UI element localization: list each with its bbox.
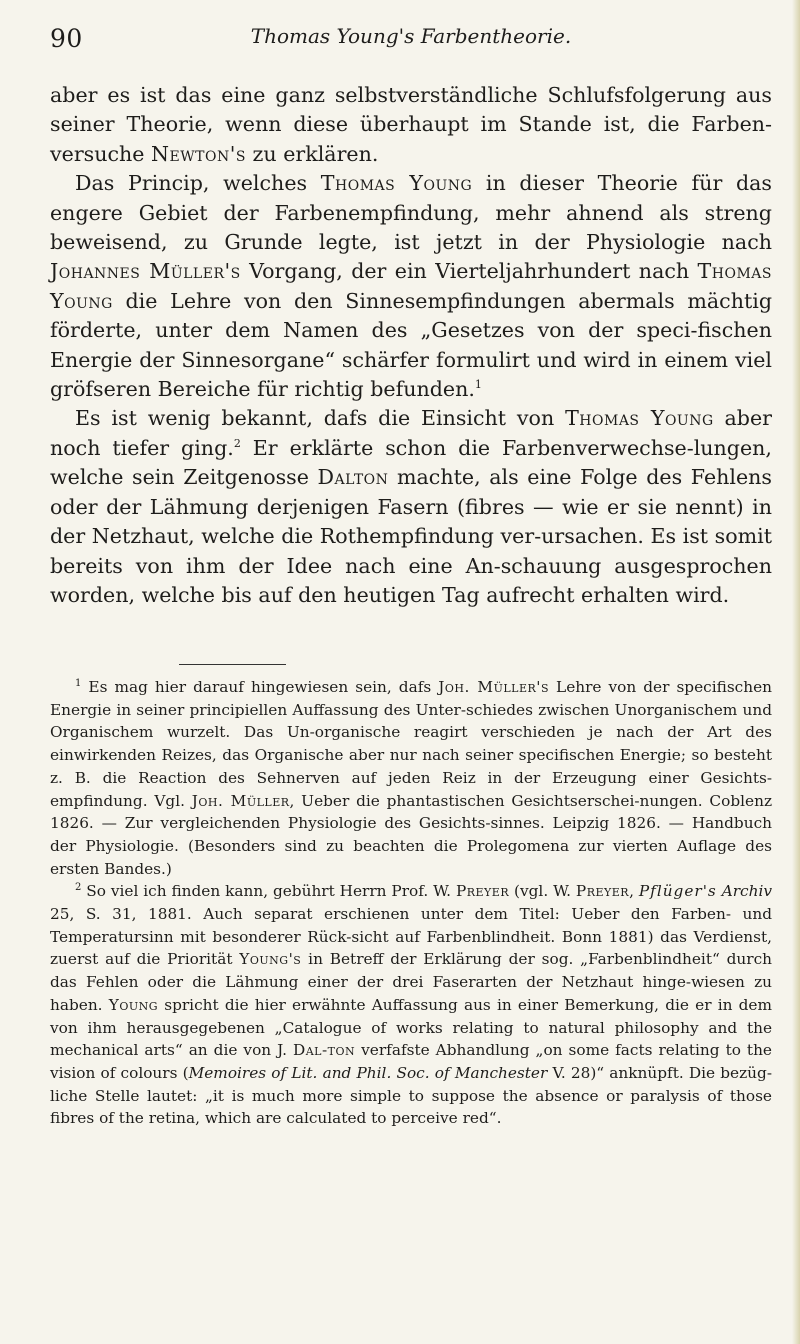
name-young: Young: [108, 995, 159, 1014]
journal-pflueger: Pflüger's: [638, 882, 717, 901]
page-edge-shadow: [792, 0, 800, 1344]
name-johannes-mueller: Johannes Müller's: [50, 259, 241, 284]
name-dalton: Dalton: [317, 465, 389, 490]
footnote-mark: 2: [75, 882, 82, 894]
journal-memoires: Memoires of Lit. and Phil. Soc. of Manchester: [188, 1063, 548, 1082]
name-dalton: Dal-ton: [292, 1041, 356, 1060]
name-newton: Newton's: [151, 141, 246, 166]
footnote-2: $^2$ So viel ich finden kann, gebührt Herrn Prof. W. Preyer (vgl. W. Preyer, Pflüger's Archiv 25, S. 31, 1881. Auch separat erschienen unter dem Titel: Ueber den Farben- und Temperatursinn mit besonderer Rück-sicht auf Farbenblindheit. Bonn 1881) das Verdienst, zuerst auf die Priorität Young's in Betreff der Erklärung der sog. „Farbenblindheit“ durch das Fehlen oder die Lähmung einer der drei Faserarten der Netzhaut hinge-wiesen zu haben. Young spricht die hier erwähnte Auffassung aus in einer Bemerkung, die er in dem von ihm herausgegebenen „Catalogue of works relating to natural philosophy and the mechanical arts“ an die von J. Dal-ton verfafste Abhandlung „on some facts relating to the vision of colours (Memoires of Lit. and Phil. Soc. of Manchester V. 28)“ anknüpft. Die bezüg-liche Stelle lautet: „it is much more simple to suppose the absence or paralysis of those fibres of the retina, which are calculated to perceive red“.: [50, 882, 772, 1128]
page-number: 90: [50, 24, 83, 53]
paragraph-3: Es ist wenig bekannt, dafs die Einsicht von Thomas Young aber noch tiefer ging.$^2$ Er erklärte schon die Farbenverwechse-lungen, welche sein Zeitgenosse Dalton machte, als eine Folge des Fehlens oder der Lähmung derjenigen Fasern (fibres — wie er sie nennt) in der Netzhaut, welche die Rothempfindung ver-ursachen. Es ist somit bereits von ihm der Idee nach eine An-schauung ausgesprochen worden, welche bis auf den heutigen Tag aufrecht erhalten wird.: [50, 406, 772, 607]
name-joh-mueller: Joh. Müller: [191, 791, 290, 810]
footnote-ref-2: 2: [233, 436, 241, 450]
name-young: Young's: [239, 950, 302, 969]
name-joh-mueller: Joh. Müller's: [438, 678, 550, 696]
footnote-mark: 1: [75, 678, 82, 689]
footnote-ref-1: 1: [474, 378, 482, 392]
paragraph-1: aber es ist das eine ganz selbstverständliche Schlufsfolgerung aus seiner Theorie, wenn diese überhaupt im Stande ist, die Farben-versuche Newton's zu erklären.: [50, 83, 772, 166]
main-text: [50, 81, 772, 610]
name-thomas-young: Thomas Young: [320, 171, 473, 196]
name-thomas-young: Thomas Young: [50, 259, 772, 313]
running-title: Thomas Young's Farbentheorie.: [250, 24, 572, 48]
page-header: [50, 18, 772, 58]
footnotes: [50, 676, 772, 1130]
footnote-separator: [179, 664, 286, 665]
name-thomas-young: Thomas Young: [565, 406, 714, 431]
name-preyer: Preyer: [455, 882, 510, 901]
journal-archiv: Archiv: [721, 882, 772, 901]
name-preyer: Preyer: [575, 882, 630, 901]
footnote-1: $^1$ Es mag hier darauf hingewiesen sein, dafs Joh. Müller's Lehre von der specifischen Energie in seiner principiellen Auffassung des Unter-schiedes zwischen Unorganischem und Organischem wurzelt. Das Un-organische reagirt verschieden je nach der Art des einwirkenden Reizes, das Organische aber nur nach seiner specifischen Energie; so besteht z. B. die Reaction des Sehnerven auf jeden Reiz in der Erzeugung einer Gesichts-empfindung. Vgl. Joh. Müller, Ueber die phantastischen Gesichtserschei-nungen. Coblenz 1826. — Zur vergleichenden Physiologie des Gesichts-sinnes. Leipzig 1826. — Handbuch der Physiologie. (Besonders sind zu beachten die Prolegomena zur vierten Auflage des ersten Bandes.): [50, 678, 772, 878]
paragraph-2: Das Princip, welches Thomas Young in dieser Theorie für das engere Gebiet der Farbenempfindung, mehr ahnend als streng beweisend, zu Grunde legte, ist jetzt in der Physiologie nach Johannes Müller's Vorgang, der ein Vierteljahrhundert nach Thomas Young die Lehre von den Sinnesempfindungen abermals mächtig förderte, unter dem Namen des „Gesetzes von der speci-fischen Energie der Sinnesorgane“ schärfer formulirt und wird in einem viel gröfseren Bereiche für richtig befunden.$^1$: [50, 171, 772, 402]
